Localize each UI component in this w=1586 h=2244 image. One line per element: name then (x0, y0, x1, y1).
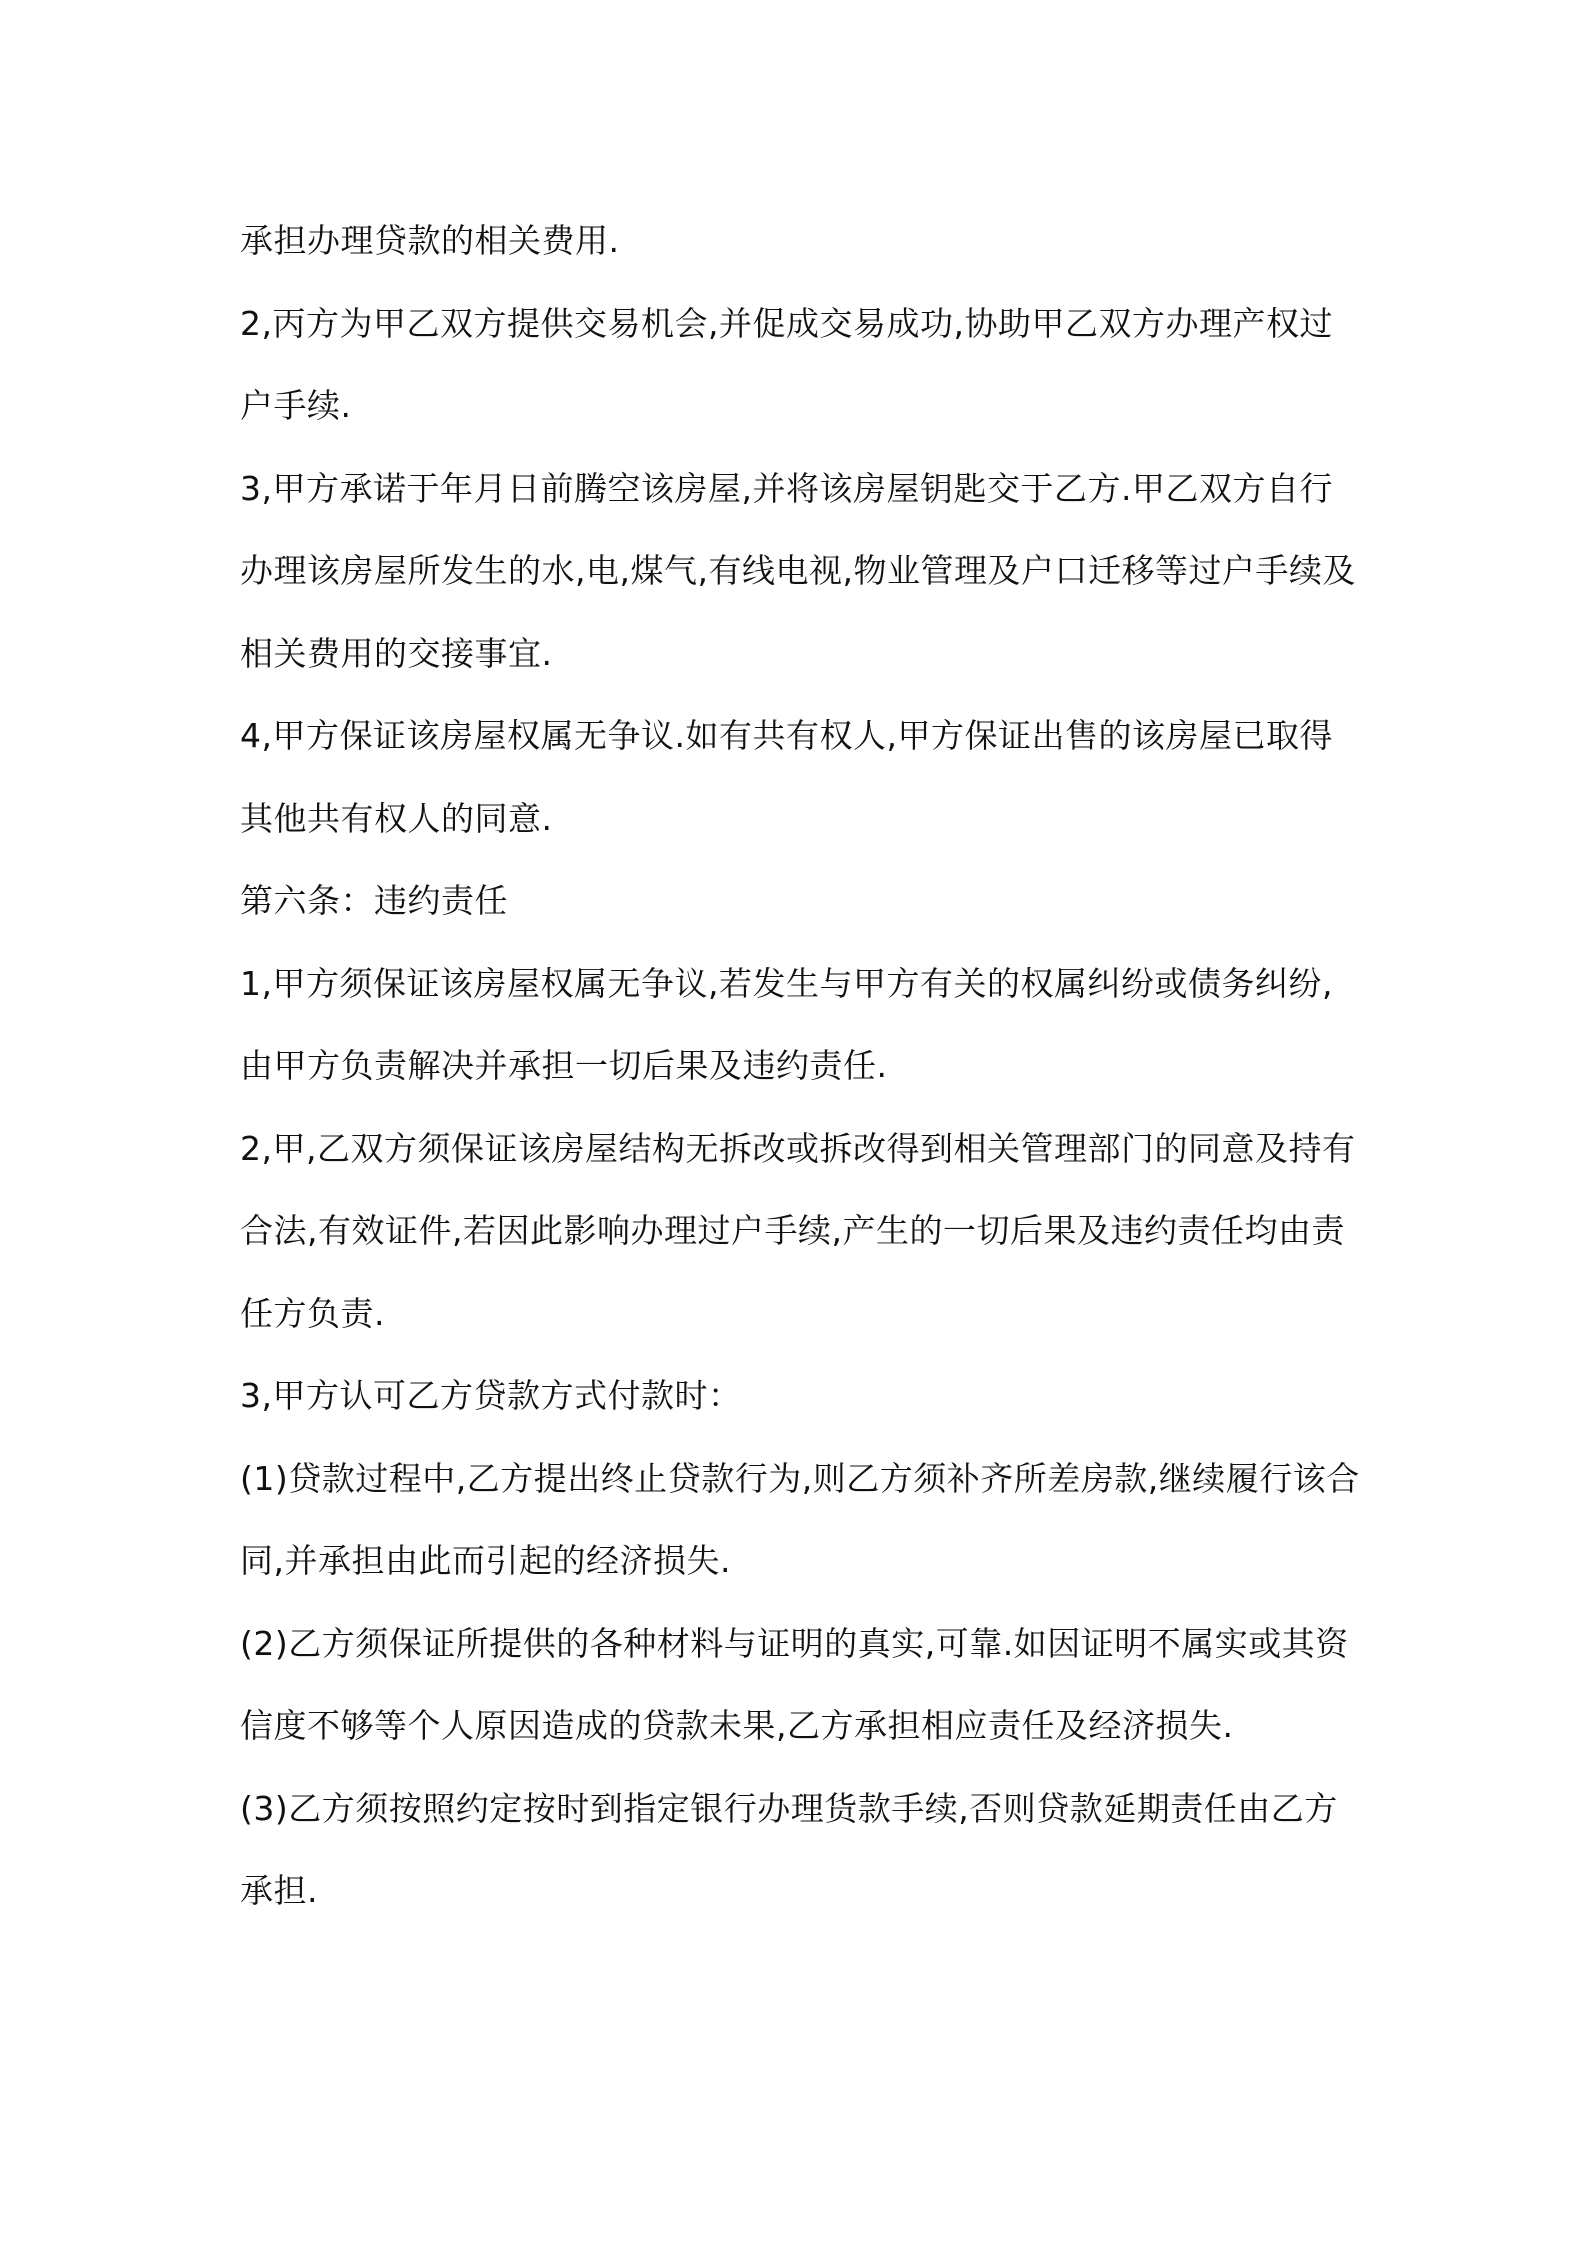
paragraph-clause-3: 3,甲方承诺于年月日前腾空该房屋,并将该房屋钥匙交于乙方.甲乙双方自行办理该房屋所发生的水,电,煤气,有线电视,物业管理及户口迁移等过户手续及相关费用的交接事宜. (240, 468, 1356, 673)
paragraph-subclause-2: (2)乙方须保证所提供的各种材料与证明的真实,可靠.如因证明不属实或其资信度不够等个人原因造成的贷款未果,乙方承担相应责任及经济损失. (240, 1623, 1349, 1745)
document-body (240, 200, 1360, 1933)
section-heading-article-6: 第六条：违约责任 (240, 881, 508, 920)
paragraph-liability-3: 3,甲方认可乙方贷款方式付款时： (240, 1376, 742, 1415)
paragraph-subclause-1: (1)贷款过程中,乙方提出终止贷款行为,则乙方须补齐所差房款,继续履行该合同,并承担由此而引起的经济损失. (240, 1458, 1360, 1580)
paragraph-liability-1: 1,甲方须保证该房屋权属无争议,若发生与甲方有关的权属纠纷或债务纠纷,由甲方负责解决并承担一切后果及违约责任. (240, 963, 1333, 1085)
paragraph-loan-fees: 承担办理贷款的相关费用. (240, 221, 620, 260)
paragraph-clause-2: 2,丙方为甲乙双方提供交易机会,并促成交易成功,协助甲乙双方办理产权过户手续. (240, 303, 1333, 425)
paragraph-clause-4: 4,甲方保证该房屋权属无争议.如有共有权人,甲方保证出售的该房屋已取得其他共有权人的同意. (240, 716, 1333, 838)
paragraph-subclause-3: (3)乙方须按照约定按时到指定银行办理货款手续,否则贷款延期责任由乙方承担. (240, 1788, 1338, 1910)
paragraph-liability-2: 2,甲,乙双方须保证该房屋结构无拆改或拆改得到相关管理部门的同意及持有合法,有效证件,若因此影响办理过户手续,产生的一切后果及违约责任均由责任方负责. (240, 1128, 1356, 1333)
